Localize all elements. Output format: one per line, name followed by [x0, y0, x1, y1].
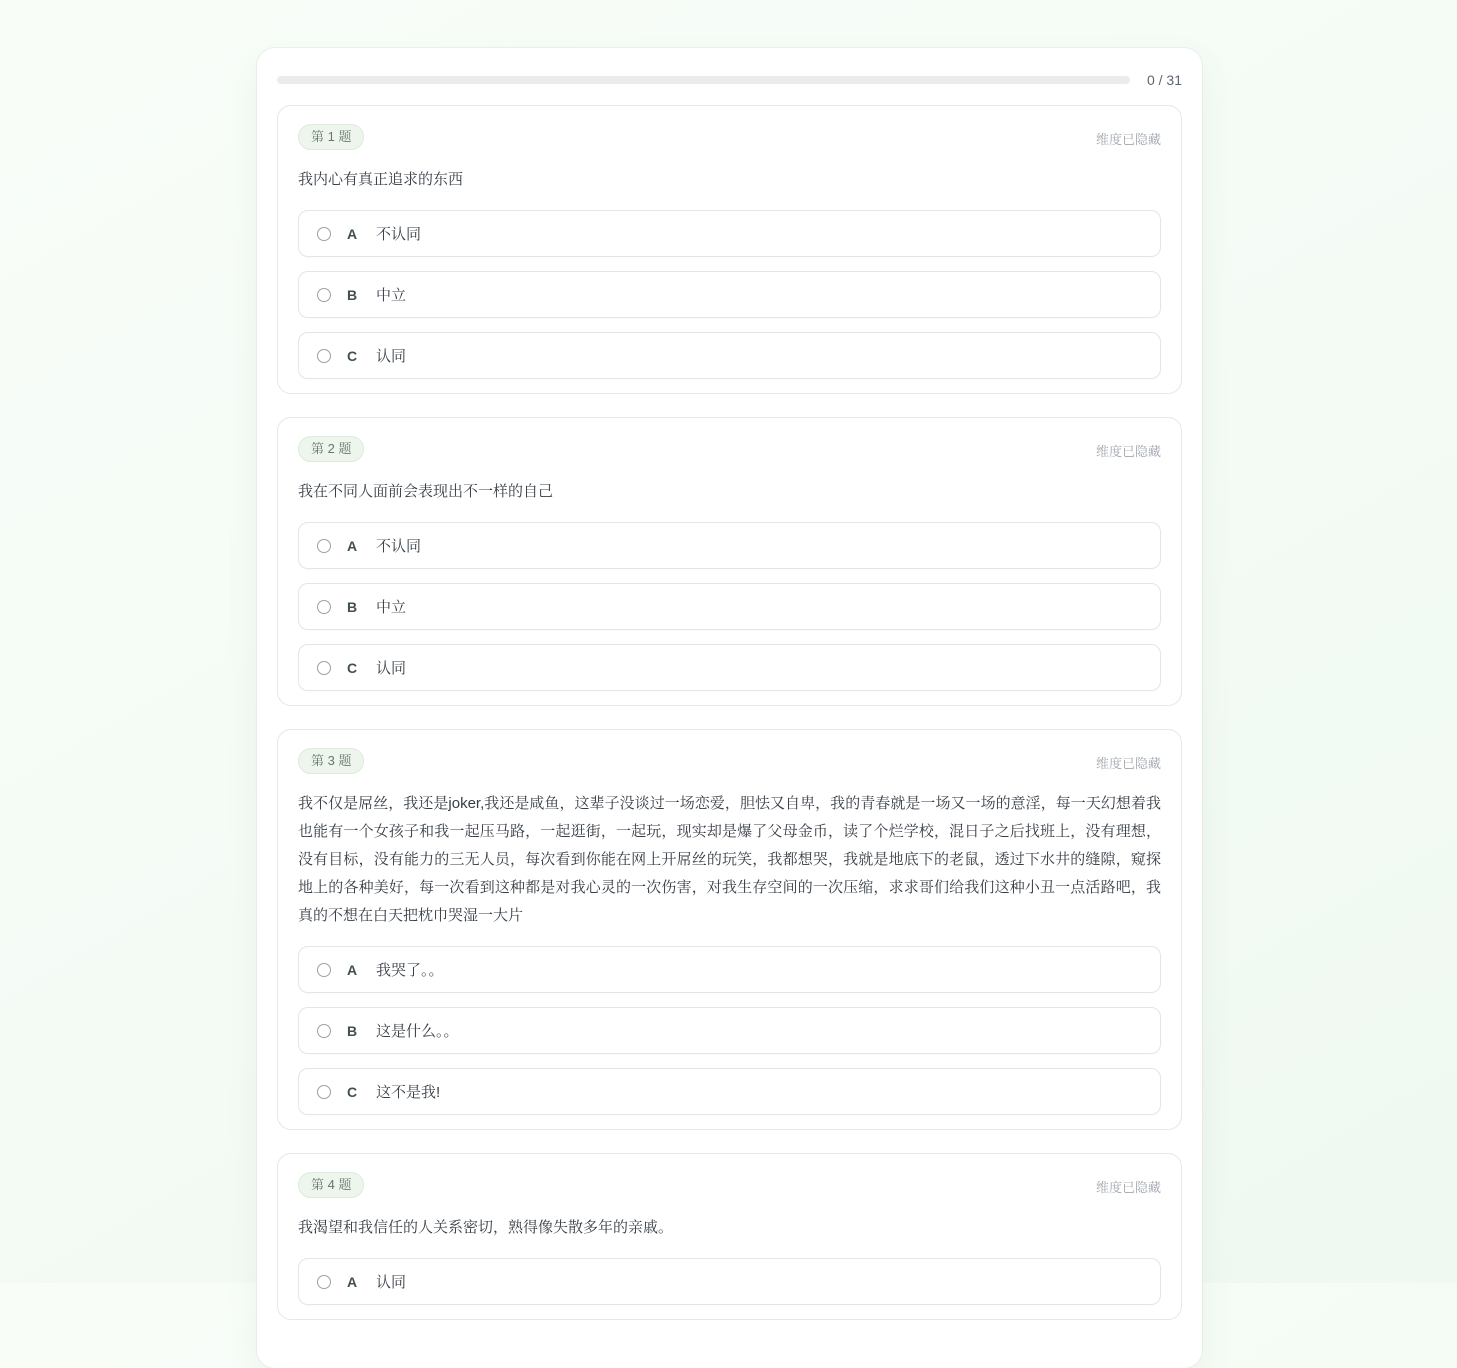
radio-icon[interactable] [317, 1085, 331, 1099]
option-row-b[interactable] [298, 1007, 1161, 1054]
option-list [298, 522, 1161, 691]
dimension-hidden-label: 维度已隐藏 [1095, 132, 1161, 147]
progress-row [277, 73, 1182, 87]
dimension-hidden-label: 维度已隐藏 [1095, 756, 1161, 771]
option-label: 中立 [376, 599, 407, 616]
question-card-3 [277, 729, 1182, 1130]
progress-label: 0 / 31 [1146, 72, 1182, 88]
option-row-a[interactable] [298, 1258, 1161, 1305]
option-row-a[interactable] [298, 210, 1161, 257]
option-letter: B [346, 598, 358, 615]
option-letter: B [346, 286, 358, 303]
radio-icon[interactable] [317, 539, 331, 553]
option-label: 我哭了。。 [376, 962, 444, 979]
option-label: 认同 [376, 348, 407, 365]
question-number-badge: 第 4 题 [298, 1172, 364, 1198]
option-row-b[interactable] [298, 583, 1161, 630]
option-letter: C [346, 659, 358, 676]
radio-icon[interactable] [317, 227, 331, 241]
option-label: 这是什么。。 [376, 1023, 459, 1040]
question-header [298, 1172, 1161, 1198]
question-list [277, 105, 1182, 1320]
option-list [298, 210, 1161, 379]
option-label: 这不是我! [376, 1084, 441, 1101]
question-header [298, 436, 1161, 462]
radio-icon[interactable] [317, 1275, 331, 1289]
option-label: 认同 [376, 1274, 407, 1291]
radio-icon[interactable] [317, 963, 331, 977]
survey-card [257, 48, 1202, 1368]
option-row-a[interactable] [298, 522, 1161, 569]
option-list [298, 946, 1161, 1115]
option-row-c[interactable] [298, 1068, 1161, 1115]
radio-icon[interactable] [317, 349, 331, 363]
question-number-badge: 第 3 题 [298, 748, 364, 774]
radio-icon[interactable] [317, 661, 331, 675]
question-text: 我内心有真正追求的东西 [298, 171, 464, 188]
option-row-c[interactable] [298, 644, 1161, 691]
question-number-badge: 第 2 题 [298, 436, 364, 462]
option-letter: A [346, 1273, 358, 1290]
question-card-1 [277, 105, 1182, 394]
option-letter: A [346, 537, 358, 554]
option-letter: B [346, 1022, 358, 1039]
radio-icon[interactable] [317, 1024, 331, 1038]
option-letter: A [346, 961, 358, 978]
radio-icon[interactable] [317, 600, 331, 614]
question-card-2 [277, 417, 1182, 706]
option-label: 不认同 [376, 226, 422, 243]
dimension-hidden-label: 维度已隐藏 [1095, 1180, 1161, 1195]
option-row-b[interactable] [298, 271, 1161, 318]
option-letter: C [346, 347, 358, 364]
option-list [298, 1258, 1161, 1305]
progress-bar [277, 76, 1130, 84]
option-letter: A [346, 225, 358, 242]
option-row-c[interactable] [298, 332, 1161, 379]
question-text: 我渴望和我信任的人关系密切，熟得像失散多年的亲戚。 [298, 1219, 674, 1236]
option-label: 认同 [376, 660, 407, 677]
option-label: 中立 [376, 287, 407, 304]
dimension-hidden-label: 维度已隐藏 [1095, 444, 1161, 459]
option-row-a[interactable] [298, 946, 1161, 993]
option-letter: C [346, 1083, 358, 1100]
question-number-badge: 第 1 题 [298, 124, 364, 150]
question-text: 我在不同人面前会表现出不一样的自己 [298, 483, 554, 500]
question-card-4 [277, 1153, 1182, 1320]
question-header [298, 124, 1161, 150]
radio-icon[interactable] [317, 288, 331, 302]
option-label: 不认同 [376, 538, 422, 555]
question-text: 我不仅是屌丝，我还是joker,我还是咸鱼，这辈子没谈过一场恋爱，胆怯又自卑，我的青春就是一场又一场的意淫，每一天幻想着我也能有一个女孩子和我一起压马路，一起逛街，一起玩，现实却是爆了父母金币，读了个烂学校，混日子之后找班上，没有理想，没有目标，没有能力的三无人员，每次看到你能在网上开屌丝的玩笑，我都想哭，我就是地底下的老鼠，透过下水井的缝隙，窥探地上的各种美好，每一次看到这种都是对我心灵的一次伤害，对我生存空间的一次压缩，求求哥们给我们这种小丑一点活路吧，我真的不想在白天把枕巾哭湿一大片 [298, 795, 1161, 924]
question-header [298, 748, 1161, 774]
